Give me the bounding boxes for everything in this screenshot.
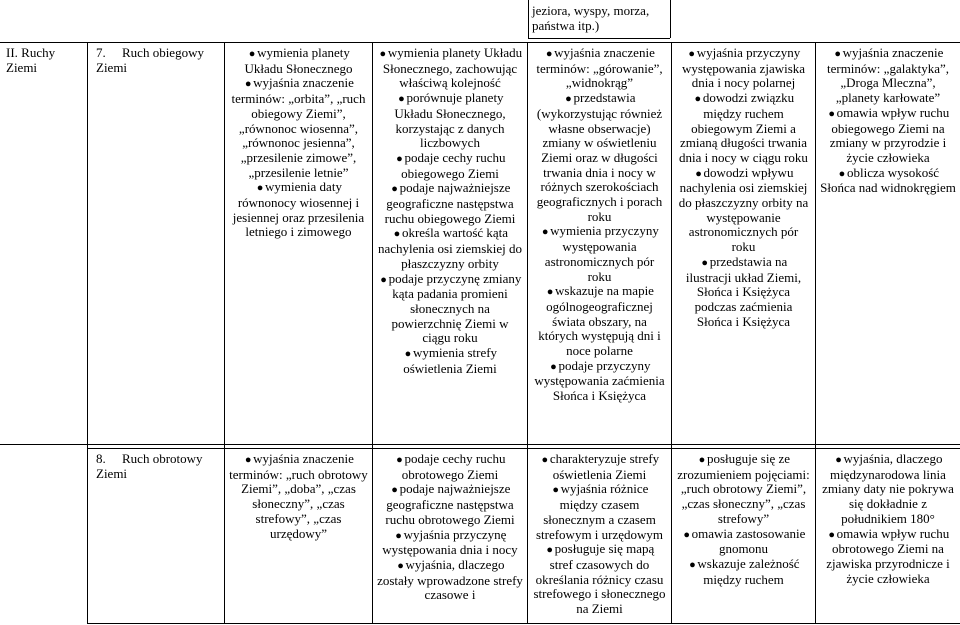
bullet-icon: ● [701,256,709,269]
row8-level1-cell [225,450,372,623]
row7-level4-cell [672,44,815,444]
row8-level2-item: ● podaje cechy ruchu obrotowego Ziemi [396,451,506,482]
bullet-icon: ● [828,107,835,120]
top-fragment-text: jeziora, wyspy, morza, państwa itp.) [532,3,650,33]
bullet-icon: ● [391,183,398,196]
bullet-icon: ● [828,528,835,541]
row8-level4-cell [672,450,815,623]
rule-top-fragment-right [670,0,671,38]
bullet-icon: ● [391,484,398,497]
bullet-icon: ● [398,93,405,106]
row8-level5-item: ● wyjaśnia, dlaczego międzynarodowa linia zmiany daty nie pokrywa się dokładnie z południkiem 180° [822,451,954,526]
top-fragment-cell [528,0,670,38]
row8-level4-item: ● posługuje się ze zrozumieniem pojęciami: „ruch obrotowy Ziemi”, „czas słoneczny”, „czas strefowy” [677,451,810,526]
row7-level5-item: ● wyjaśnia znaczenie terminów: „galaktyka”, „Droga Mleczna”, „planety karłowate” [826,45,949,106]
row8-level2-item: ● wyjaśnia, dlaczego zostały wprowadzone strefy czasowe i [377,556,523,603]
row7-topic: Ruch obiegowy Ziemi [96,45,204,75]
row7-level3-item: ● wymienia przyczyny występowania astronomicznych pór roku [541,223,659,284]
row8-level2-cell [373,450,527,623]
bullet-icon: ● [683,528,690,541]
row7-level2-item: ● określa wartość kąta nachylenia osi ziemskiej do płaszczyzny orbity [377,225,523,271]
rule-top-fragment [528,38,670,39]
row7-level3-item: ● przedstawia (wykorzystując również własne obserwacje) zmiany w oświetleniu Ziemi oraz w długości trwania dnia i nocy w różnych szerokościach geograficznych i porach roku [536,90,663,224]
bullet-icon: ● [393,228,401,241]
rule-row8-top [87,448,960,449]
bullet-icon: ● [689,558,696,571]
bullet-icon: ● [248,48,256,60]
section-title [0,44,87,104]
row7-number: 7. [96,45,106,60]
bullet-icon: ● [396,454,403,466]
bullet-icon: ● [565,93,572,106]
bullet-icon: ● [244,454,252,466]
row7-level1-item: ● wymienia planety Układu Słonecznego [244,45,353,76]
row7-level5-cell [816,44,960,444]
bullet-icon: ● [379,48,387,60]
bullet-icon: ● [698,454,706,466]
bullet-icon: ● [835,454,842,466]
row7-level1-item: ● wymienia daty równonocy wiosennej i jesiennej oraz przesilenia letniego i zimowego [232,179,365,240]
row7-level1-item: ● wyjaśnia znaczenie terminów: „orbita”, „ruch obiegowy Ziemi”, „równonoc wiosenna”, „równonoc jesienna”, „przesilenie zimowe”, „przesilenie letnie” [231,75,366,180]
row8-level1-item: ● wyjaśnia znaczenie terminów: „ruch obrotowy Ziemi”, „doba”, „czas słoneczny”, „czas strefowy”, „czas urzędowy” [229,451,368,541]
row7-level2-item: ● podaje cechy ruchu obiegowego Ziemi [396,149,506,181]
bullet-icon: ● [404,348,412,361]
row8-level5-cell [816,450,960,623]
row7-level3-cell [528,44,671,444]
bullet-icon: ● [838,167,846,180]
bullet-icon: ● [380,273,387,286]
row7-level3-item: ● podaje przyczyny występowania zaćmienia Słońca i Księżyca [534,357,665,404]
bullet-icon: ● [552,484,559,497]
bullet-icon: ● [244,78,252,91]
row8-level4-item: ● omawia zastosowanie gnomonu [683,525,806,557]
row7-level2-item: ● wymienia planety Układu Słonecznego, zachowując właściwą kolejność [379,45,523,91]
row8-level3-item: ● wyjaśnia różnice między czasem słonecznym a czasem strefowym i urzędowym [535,481,664,542]
bullet-icon: ● [397,559,404,572]
row7-level3-item: ● wyjaśnia znaczenie terminów: „górowanie”, „widnokrąg” [536,45,663,91]
row7-topic-cell [88,44,224,444]
row7-level2-item: ● podaje przyczynę zmiany kąta padania promieni słonecznych na powierzchnię Ziemi w ciągu roku [380,270,522,346]
row7-level4-item: ● wyjaśnia przyczyny występowania zjawiska dnia i nocy polarnej [681,45,806,91]
bullet-icon: ● [395,529,402,542]
row8-topic: Ruch obrotowy Ziemi [96,451,203,481]
row8-level4-item: ● wskazuje zależność między ruchem [689,555,800,587]
rule-row7-bottom [0,444,960,445]
row7-level2-cell [373,44,527,444]
row7-level2-item: ● wymienia strefy oświetlenia Ziemi [403,345,498,376]
row7-level4-item: ● przedstawia na ilustracji układ Ziemi, Słońca i Księżyca podczas zaćmienia Słońca i Księżyca [685,253,802,329]
bullet-icon: ● [688,48,696,60]
rule-row7-top [0,42,960,43]
bullet-icon: ● [694,93,702,106]
row7-level1-cell [225,44,372,444]
bullet-icon: ● [541,226,549,239]
row7-level5-item: ● oblicza wysokość Słońca nad widnokręgiem [820,164,956,196]
bullet-icon: ● [545,48,553,60]
row8-level3-item: ● charakteryzuje strefy oświetlenia Ziemi [541,451,660,482]
row8-level2-item: ● podaje najważniejsze geograficzne następstwa ruchu obrotowego Ziemi [385,481,515,527]
row7-level2-item: ● podaje najważniejsze geograficzne następstwa ruchu obiegowego Ziemi [384,180,516,226]
row8-level3-item: ● posługuje się mapą stref czasowych do określania różnicy czasu strefowego i słonecznego na Ziemi [533,541,666,617]
row7-level5-item: ● omawia wpływ ruchu obiegowego Ziemi na zmiany w przyrodzie i życie człowieka [828,104,950,165]
bullet-icon: ● [834,48,841,60]
row8-number: 8. [96,451,106,466]
bullet-icon: ● [546,544,553,557]
section-title-text: II. Ruchy Ziemi [6,45,56,75]
row8-level5-item: ● omawia wpływ ruchu obrotowego Ziemi na zjawiska przyrodnicze i życie człowieka [826,525,950,586]
row7-level3-item: ● wskazuje na mapie ogólnogeograficznej świata obszary, na których występują dni i noce polarne [538,283,661,359]
row7-level4-item: ● dowodzi związku między ruchem obiegowym Ziemi a zmianą długości trwania dnia i nocy w ciągu roku [679,90,808,165]
bullet-icon: ● [256,182,264,195]
bullet-icon: ● [541,454,549,466]
bullet-icon: ● [695,167,702,180]
row8-level2-item: ● wyjaśnia przyczynę występowania dnia i nocy [382,526,518,558]
bullet-icon: ● [396,152,403,165]
bullet-icon: ● [550,360,557,373]
bullet-icon: ● [546,286,554,299]
row8-topic-cell [88,450,224,623]
row7-level2-item: ● porównuje planety Układu Słonecznego, korzystając z danych liczbowych [394,90,506,151]
row7-level4-item: ● dowodzi wpływu nachylenia osi ziemskiej do płaszczyzny orbity na występowanie astronomicznych pór roku [678,164,809,255]
rule-page-bottom [87,623,960,624]
row8-level3-cell [528,450,671,623]
